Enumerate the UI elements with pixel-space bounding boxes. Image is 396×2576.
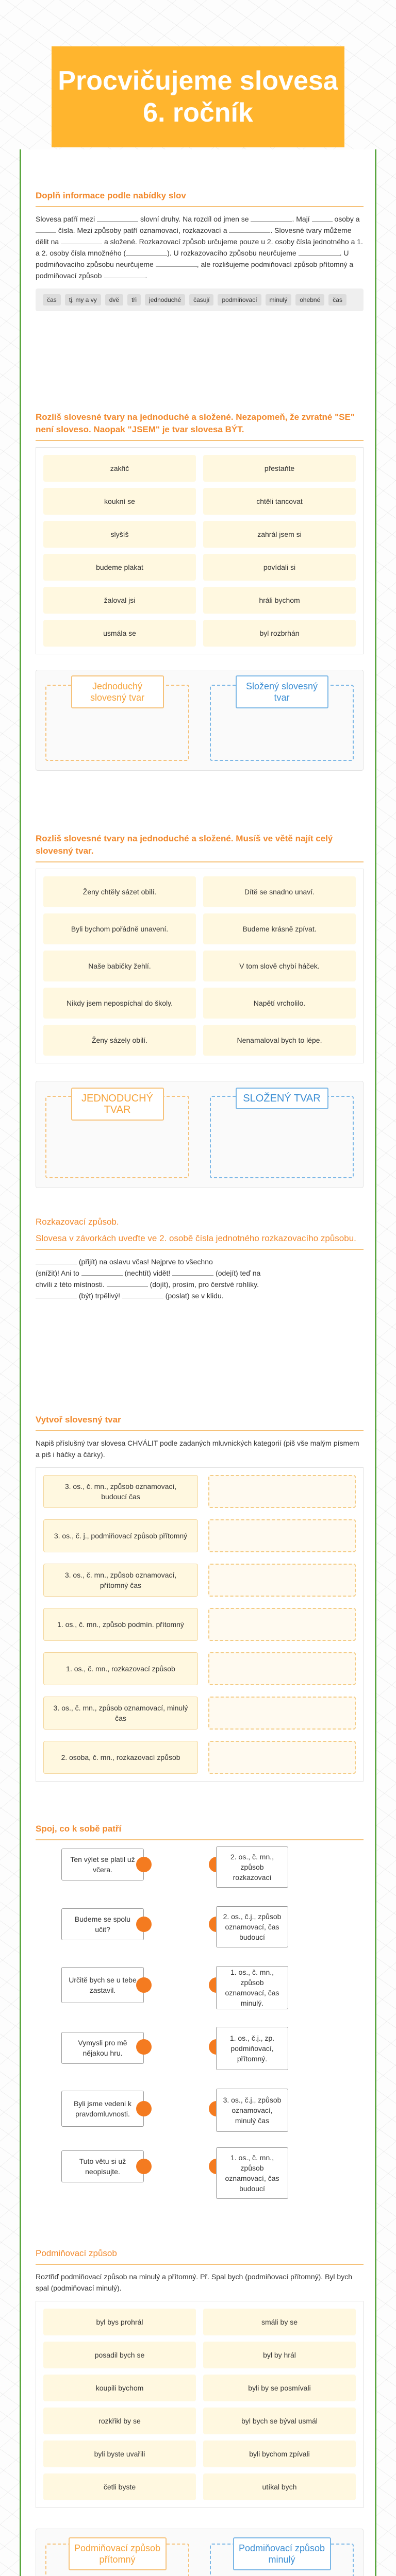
text-fragment: . [145, 272, 147, 280]
section-title: Rozliš slovesné tvary na jednoduché a složené. Nezapomeň, že zvratné "SE" není sloveso. Naopak "JSEM" je tvar slovesa BÝT. [36, 411, 364, 441]
drag-item[interactable]: Byli bychom pořádně unavení. [43, 913, 196, 944]
section-simple-complex-2 [36, 833, 364, 1188]
drop-zone-complex[interactable] [210, 1093, 354, 1178]
word-bank [36, 289, 364, 311]
word-chip[interactable]: tři [127, 294, 141, 306]
grammar-category: 3. os., č. mn., způsob oznamovací, přítomný čas [43, 1564, 198, 1597]
connector-dot[interactable] [136, 1857, 152, 1872]
drag-item[interactable]: rozkřikl by se [43, 2408, 196, 2434]
drag-items-grid [36, 447, 364, 654]
section-intro: Roztřiď podmiňovací způsob na minulý a přítomný. Př. Spal bych (podmiňovací přítomný). Byl bych spal (podmiňovací minulý). [36, 2273, 352, 2292]
text-fragment: (odejít) teď na [216, 1269, 261, 1277]
drop-buckets [36, 670, 364, 771]
bucket-label: SLOŽENÝ TVAR [236, 1088, 328, 1109]
drag-item[interactable]: byl bys prohrál [43, 2309, 196, 2335]
word-chip[interactable]: čas [328, 294, 346, 306]
drag-item[interactable]: smáli by se [203, 2309, 356, 2335]
bucket-label: Podmiňovací způsob minulý [233, 2537, 331, 2570]
drag-item[interactable]: Nikdy jsem nepospíchal do školy. [43, 988, 196, 1019]
bucket-label: Jednoduchý slovesný tvar [71, 675, 164, 708]
drag-items-grid [36, 869, 364, 1063]
drag-item[interactable]: povídali si [203, 554, 356, 581]
match-right-card[interactable]: 1. os., č.j., zp. podmiňovací, přítomný. [216, 2027, 288, 2070]
grammar-category: 3. os., č. mn., způsob oznamovací, budoucí čas [43, 1475, 198, 1508]
match-right-card[interactable]: 1. os., č. mn., způsob oznamovací, čas minulý. [216, 1966, 288, 2009]
grammar-category: 2. osoba, č. mn., rozkazovací způsob [43, 1741, 198, 1774]
grammar-category: 3. os., č. j., podmiňovací způsob přítomný [43, 1519, 198, 1552]
section-subtitle: Slovesa v závorkách uveďte ve 2. osobě čísla jednotného rozkazovacího způsobu. [36, 1232, 364, 1250]
bucket-label: Podmiňovací způsob přítomný [69, 2537, 167, 2570]
match-right-card[interactable]: 1. os., č. mn., způsob oznamovací, čas budoucí [216, 2147, 288, 2199]
section-create-form [36, 1414, 364, 1782]
word-chip[interactable]: dvě [105, 294, 123, 306]
connector-dot[interactable] [136, 1917, 152, 1932]
text-fragment: ). U rozkazovacího způsobu neurčujeme [167, 249, 296, 257]
text-fragment: a složené. Rozkazovací způsob určujeme pouze u 2. osoby čísla jednotného a 1. a 2. osoby čísla množného ( [36, 238, 363, 257]
text-fragment: (být) trpělivý! [78, 1292, 121, 1300]
section-fill-info [36, 190, 364, 311]
connector-dot[interactable] [136, 2039, 152, 2055]
form-table [36, 1467, 364, 1782]
text-fragment: Slovesa patří mezi [36, 215, 95, 223]
blank-field[interactable] [122, 1291, 163, 1298]
blank-field[interactable] [61, 237, 102, 244]
text-fragment: (přijít) na oslavu včas! Nejprve to všechno [78, 1258, 213, 1266]
text-fragment: (snížit)! Ani to [36, 1269, 79, 1277]
text-fragment: čísla. Mezi způsoby patří oznamovací, rozkazovací a [58, 226, 227, 234]
imperative-text [36, 1256, 364, 1301]
drag-item[interactable]: Ženy chtěly sázet obilí. [43, 876, 196, 907]
drag-item[interactable]: zahrál jsem si [203, 521, 356, 548]
blank-field[interactable] [229, 226, 270, 233]
drag-item[interactable]: Dítě se snadno unaví. [203, 876, 356, 907]
form-row [43, 1475, 356, 1508]
section-title: Spoj, co k sobě patří [36, 1823, 364, 1840]
grammar-category: 1. os., č. mn., rozkazovací způsob [43, 1652, 198, 1685]
answer-field[interactable] [208, 1519, 356, 1552]
drop-zone-past[interactable] [210, 2544, 354, 2576]
match-right-card[interactable]: 2. os., č. mn., způsob rozkazovací [216, 1846, 288, 1888]
section-intro: Napiš příslušný tvar slovesa CHVÁLIT podle zadaných mluvnických kategorií (piš vše malým písmem a piš i háčky a čárky). [36, 1439, 359, 1459]
fill-text [36, 213, 364, 281]
form-row [43, 1697, 356, 1730]
worksheet [20, 149, 376, 2576]
drag-item[interactable]: Budeme krásně zpívat. [203, 913, 356, 944]
grammar-category: 3. os., č. mn., způsob oznamovací, minulý čas [43, 1697, 198, 1730]
answer-field[interactable] [208, 1652, 356, 1685]
drag-item[interactable]: byli by se posmívali [203, 2375, 356, 2401]
section-title: Rozliš slovesné tvary na jednoduché a složené. Musíš ve větě najít celý slovesný tvar. [36, 833, 364, 862]
drag-item[interactable]: Nenamaloval bych to lépe. [203, 1025, 356, 1056]
drag-item[interactable]: byl rozbrhán [203, 620, 356, 647]
text-fragment: (dojít), prosím, pro čerstvé rohlíky. [150, 1280, 259, 1289]
drag-item[interactable]: kouknì se [43, 488, 196, 515]
word-chip[interactable]: čas [43, 294, 61, 306]
bucket-label: JEDNODUCHÝ TVAR [71, 1088, 164, 1121]
section-title: Vytvoř slovesný tvar [36, 1414, 364, 1431]
blank-field[interactable] [36, 1257, 77, 1264]
bucket-label: Složený slovesný tvar [236, 675, 328, 708]
text-fragment: (poslat) se v klidu. [165, 1292, 224, 1300]
drop-zone-present[interactable] [45, 2544, 189, 2576]
section-title: Doplň informace podle nabídky slov [36, 190, 364, 207]
blank-field[interactable] [126, 248, 167, 256]
blank-field[interactable] [36, 226, 56, 233]
section-conditional [36, 2247, 364, 2576]
drag-item[interactable]: usmála se [43, 620, 196, 647]
drag-item[interactable]: četli byste [43, 2473, 196, 2500]
word-chip[interactable]: tj. my a vy [65, 294, 101, 306]
drag-items-grid [36, 2301, 364, 2508]
drop-buckets [36, 2529, 364, 2576]
blank-field[interactable] [312, 214, 333, 222]
text-fragment: chvíli z této místnosti. [36, 1280, 105, 1289]
word-chip[interactable]: minulý [266, 294, 292, 306]
drag-item[interactable]: slyšíš [43, 521, 196, 548]
drag-item[interactable]: utíkal bych [203, 2473, 356, 2500]
drop-zone-simple[interactable] [45, 1093, 189, 1178]
drag-item[interactable]: V tom slově chybí háček. [203, 951, 356, 981]
form-row [43, 1741, 356, 1774]
match-left-card[interactable]: Budeme se spolu učit? [61, 1908, 144, 1940]
blank-field[interactable] [104, 271, 145, 278]
blank-field[interactable] [97, 214, 138, 222]
drag-item[interactable]: byli bychom zpívali [203, 2441, 356, 2467]
answer-field[interactable] [208, 1741, 356, 1774]
connector-dot[interactable] [136, 2101, 152, 2116]
drag-item[interactable]: budeme plakat [43, 554, 196, 581]
blank-field[interactable] [251, 214, 292, 222]
word-chip[interactable]: ohebné [295, 294, 324, 306]
drag-item[interactable]: hráli bychom [203, 587, 356, 614]
match-right-card[interactable]: 3. os., č.j., způsob oznamovací, minulý čas [216, 2089, 288, 2132]
text-fragment: . Mají [292, 215, 310, 223]
text-fragment: , ale rozlišujeme podmiňovací způsob přítomný a podmiňovací způsob [36, 260, 354, 280]
word-chip[interactable]: podmiňovací [218, 294, 261, 306]
text-fragment: (nechtít) vidět! [124, 1269, 171, 1277]
form-row [43, 1652, 356, 1685]
page-title: Procvičujeme slovesa 6. ročník [52, 46, 344, 147]
connector-dot[interactable] [136, 2159, 152, 2174]
text-fragment: . U podmiňovacího způsobu neurčujeme [36, 249, 349, 268]
blank-field[interactable] [156, 260, 197, 267]
answer-field[interactable] [208, 1475, 356, 1508]
drag-item[interactable]: přestaňte [203, 455, 356, 482]
match-left-card[interactable]: Ten výlet se platil už včera. [61, 1849, 144, 1880]
blank-field[interactable] [299, 248, 340, 256]
drag-item[interactable]: koupili bychom [43, 2375, 196, 2401]
drag-item[interactable]: posadil bych se [43, 2342, 196, 2368]
section-title: Podmiňovací způsob [36, 2247, 364, 2265]
blank-field[interactable] [36, 1291, 77, 1298]
answer-field[interactable] [208, 1608, 356, 1641]
drag-item[interactable]: byl bych se býval usmál [203, 2408, 356, 2434]
blank-field[interactable] [172, 1268, 213, 1276]
match-left-card[interactable]: Určitě bych se u tebe zastavil. [61, 1967, 144, 2003]
drag-item[interactable]: zakřič [43, 455, 196, 482]
text-fragment: osoby a [334, 215, 360, 223]
blank-field[interactable] [107, 1280, 148, 1287]
blank-field[interactable] [81, 1268, 123, 1276]
drag-item[interactable]: Naše babičky žehlí. [43, 951, 196, 981]
drop-zone-complex[interactable] [210, 681, 354, 761]
drag-item[interactable]: byl by hrál [203, 2342, 356, 2368]
drag-item[interactable]: chtěli tancovat [203, 488, 356, 515]
match-right-card[interactable]: 2. os., č.j., způsob oznamovací, čas budoucí [216, 1906, 288, 1947]
answer-field[interactable] [208, 1564, 356, 1597]
word-chip[interactable]: jednoduché [145, 294, 185, 306]
form-row [43, 1564, 356, 1597]
grammar-category: 1. os., č. mn., způsob podmín. přítomný [43, 1608, 198, 1641]
answer-field[interactable] [208, 1697, 356, 1730]
drop-buckets [36, 1081, 364, 1188]
form-row [43, 1519, 356, 1552]
word-chip[interactable]: časují [189, 294, 213, 306]
section-simple-complex-1 [36, 411, 364, 771]
drag-item[interactable]: byli byste uvařili [43, 2441, 196, 2467]
match-left-card[interactable]: Byli jsme vedeni k pravdomluvnosti. [61, 2091, 144, 2127]
match-left-card[interactable]: Vymysli pro mě nějakou hru. [61, 2032, 144, 2064]
form-row [43, 1608, 356, 1641]
text-fragment: . Slovesné tvary můžeme dělit na [36, 226, 352, 246]
drag-item[interactable]: Napětí vrcholilo. [203, 988, 356, 1019]
drop-zone-simple[interactable] [45, 681, 189, 761]
text-fragment: slovní druhy. Na rozdíl od jmen se [140, 215, 249, 223]
section-title: Rozkazovací způsob. [36, 1217, 119, 1227]
drag-item[interactable]: Ženy sázely obilí. [43, 1025, 196, 1056]
section-imperative [36, 1216, 364, 1301]
match-left-card[interactable]: Tuto větu si už neopisujte. [61, 2150, 144, 2182]
connector-dot[interactable] [136, 1977, 152, 1993]
drag-item[interactable]: žaloval jsi [43, 587, 196, 614]
